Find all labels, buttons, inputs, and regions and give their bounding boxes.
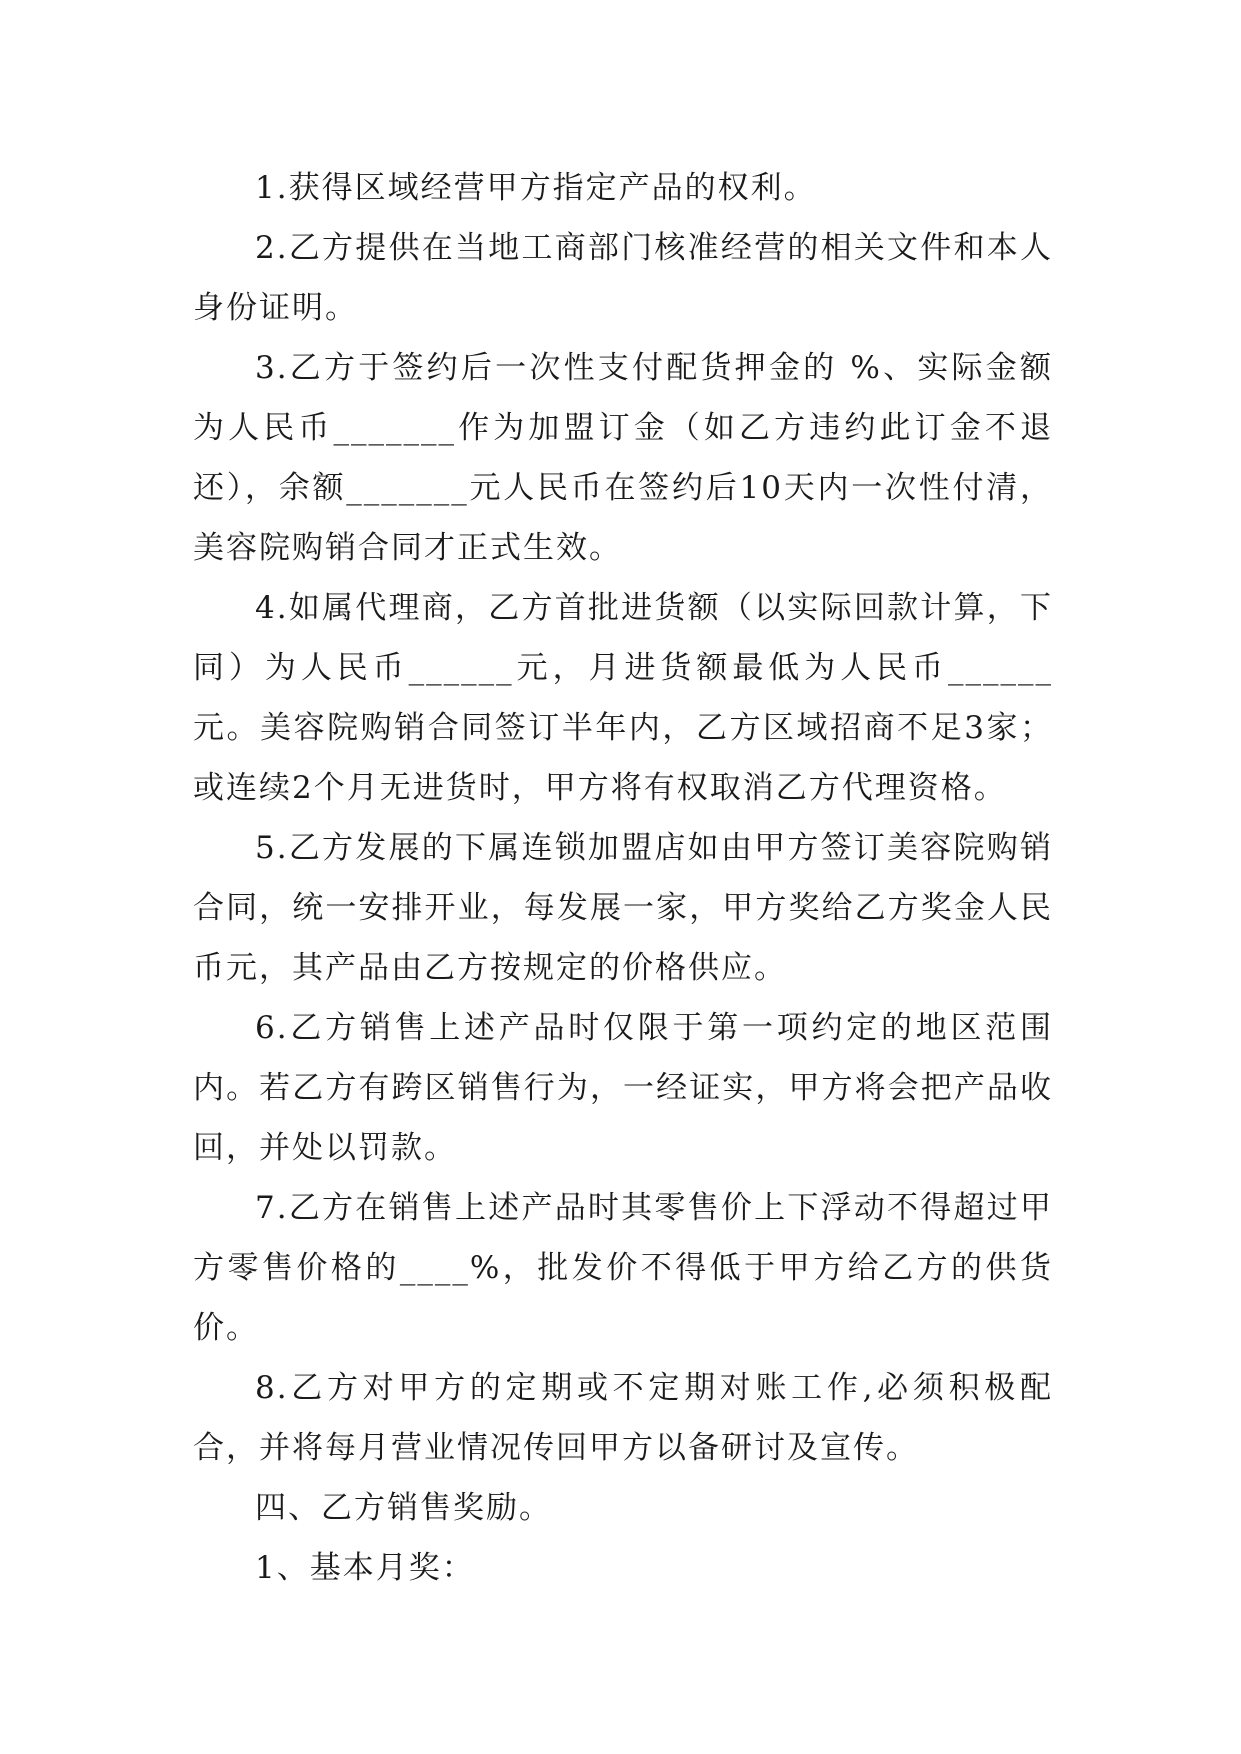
clause-7: 7.乙方在销售上述产品时其零售价上下浮动不得超过甲方零售价格的____%，批发价不得低于甲方给乙方的供货价。 <box>193 1190 1053 1346</box>
clause-5: 5.乙方发展的下属连锁加盟店如由甲方签订美容院购销合同，统一安排开业，每发展一家，甲方奖给乙方奖金人民币元，其产品由乙方按规定的价格供应。 <box>193 830 1053 986</box>
section-heading-sales-rewards: 四、乙方销售奖励。 <box>255 1490 552 1526</box>
clause-8: 8.乙方对甲方的定期或不定期对账工作,必须积极配合，并将每月营业情况传回甲方以备研讨及宣传。 <box>193 1370 1053 1466</box>
clause-1: 1.获得区域经营甲方指定产品的权利。 <box>255 170 817 206</box>
clause-6: 6.乙方销售上述产品时仅限于第一项约定的地区范围内。若乙方有跨区销售行为，一经证实，甲方将会把产品收回，并处以罚款。 <box>193 1010 1053 1166</box>
sub-item-basic-monthly-reward: 1、基本月奖： <box>255 1550 475 1586</box>
clause-2: 2.乙方提供在当地工商部门核准经营的相关文件和本人身份证明。 <box>193 230 1053 326</box>
clause-4: 4.如属代理商，乙方首批进货额（以实际回款计算，下同）为人民币______元，月进货额最低为人民币______元。美容院购销合同签订半年内，乙方区域招商不足3家；或连续2个月无进货时，甲方将有权取消乙方代理资格。 <box>193 590 1053 806</box>
document-body <box>193 158 1053 1598</box>
clause-3: 3.乙方于签约后一次性支付配货押金的 %、实际金额为人民币_______作为加盟订金（如乙方违约此订金不退还），余额_______元人民币在签约后10天内一次性付清，美容院购销合同才正式生效。 <box>193 350 1053 566</box>
